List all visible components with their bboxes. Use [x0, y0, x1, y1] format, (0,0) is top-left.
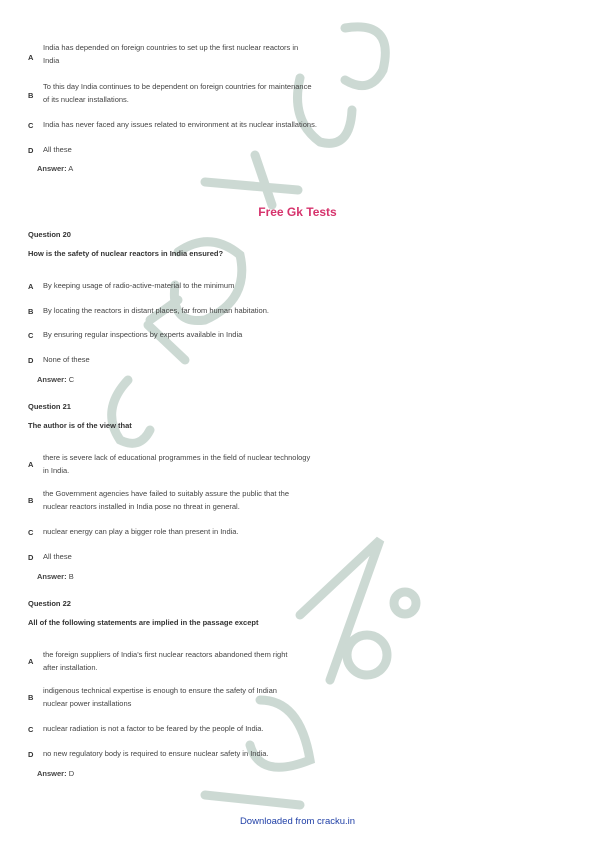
option-line: None of these [43, 355, 90, 364]
option-text [43, 526, 373, 539]
option-text [43, 488, 373, 513]
option-line: after installation. [43, 662, 98, 672]
q20-answer [37, 375, 74, 384]
option-letter: B [28, 307, 34, 316]
answer-value: D [68, 769, 75, 778]
answer-label: Answer: [37, 164, 67, 173]
option-letter: C [28, 331, 34, 340]
answer-value: C [68, 375, 75, 384]
option-text [43, 685, 373, 710]
option-text [43, 452, 373, 477]
option-line: nuclear power installations [43, 698, 132, 708]
option-line: nuclear radiation is not a factor to be feared by the people of India. [43, 724, 264, 733]
option-line: All these [43, 552, 72, 561]
question-20-title: Question 20 [28, 230, 71, 239]
q21-answer [37, 572, 74, 581]
option-line: By locating the reactors in distant places, far from human habitation. [43, 306, 269, 315]
option-letter: B [28, 693, 34, 702]
option-letter: A [28, 282, 34, 291]
option-line: there is severe lack of educational programmes in the field of nuclear technology [43, 453, 311, 462]
option-line: All these [43, 145, 72, 154]
option-text [43, 329, 373, 342]
option-line: the Government agencies have failed to suitably assure the public that the [43, 489, 289, 498]
option-text [43, 723, 373, 736]
option-line: To this day India continues to be dependent on foreign countries for maintenance [43, 82, 312, 91]
option-text [43, 81, 373, 106]
option-line: By ensuring regular inspections by experts available in India [43, 330, 243, 339]
option-text [43, 119, 373, 132]
option-line: India [43, 55, 60, 65]
option-letter: A [28, 53, 34, 62]
option-letter: C [28, 121, 34, 130]
option-letter: B [28, 91, 34, 100]
question-20-stem: How is the safety of nuclear reactors in India ensured? [28, 249, 224, 258]
q22-answer [37, 769, 74, 778]
option-letter: B [28, 496, 34, 505]
answer-label: Answer: [37, 572, 67, 581]
option-line: no new regulatory body is required to ensure nuclear safety in India. [43, 749, 269, 758]
option-line: India has depended on foreign countries to set up the first nuclear reactors in [43, 43, 299, 52]
option-line: of its nuclear installations. [43, 94, 129, 104]
question-22-title: Question 22 [28, 599, 71, 608]
free-gk-tests-link[interactable]: Free Gk Tests [258, 205, 337, 219]
question-22-stem: All of the following statements are implied in the passage except [28, 618, 259, 627]
option-letter: D [28, 553, 34, 562]
answer-value: B [68, 572, 74, 581]
q19-answer [37, 164, 73, 173]
option-text [43, 649, 373, 674]
option-letter: D [28, 146, 34, 155]
option-text [43, 144, 373, 157]
option-letter: A [28, 460, 34, 469]
option-letter: D [28, 750, 34, 759]
option-text [43, 305, 373, 318]
option-letter: A [28, 657, 34, 666]
option-letter: C [28, 725, 34, 734]
option-line: nuclear reactors installed in India pose no threat in general. [43, 501, 240, 511]
question-21-title: Question 21 [28, 402, 71, 411]
answer-value: A [68, 164, 74, 173]
option-text [43, 551, 373, 564]
option-text [43, 748, 373, 761]
question-21-stem: The author is of the view that [28, 421, 132, 430]
option-letter: D [28, 356, 34, 365]
option-text [43, 42, 373, 67]
answer-label: Answer: [37, 375, 67, 384]
option-letter: C [28, 528, 34, 537]
option-line: By keeping usage of radio-active-material to the minimum [43, 281, 235, 290]
option-text [43, 280, 373, 293]
option-line: nuclear energy can play a bigger role than present in India. [43, 527, 239, 536]
option-line: in India. [43, 465, 70, 475]
footer-download-link[interactable]: Downloaded from cracku.in [239, 816, 356, 827]
answer-label: Answer: [37, 769, 67, 778]
option-line: indigenous technical expertise is enough to ensure the safety of Indian [43, 686, 277, 695]
option-line: the foreign suppliers of India's first nuclear reactors abandoned them right [43, 650, 288, 659]
option-line: India has never faced any issues related to environment at its nuclear installations. [43, 120, 317, 129]
option-text [43, 354, 373, 367]
